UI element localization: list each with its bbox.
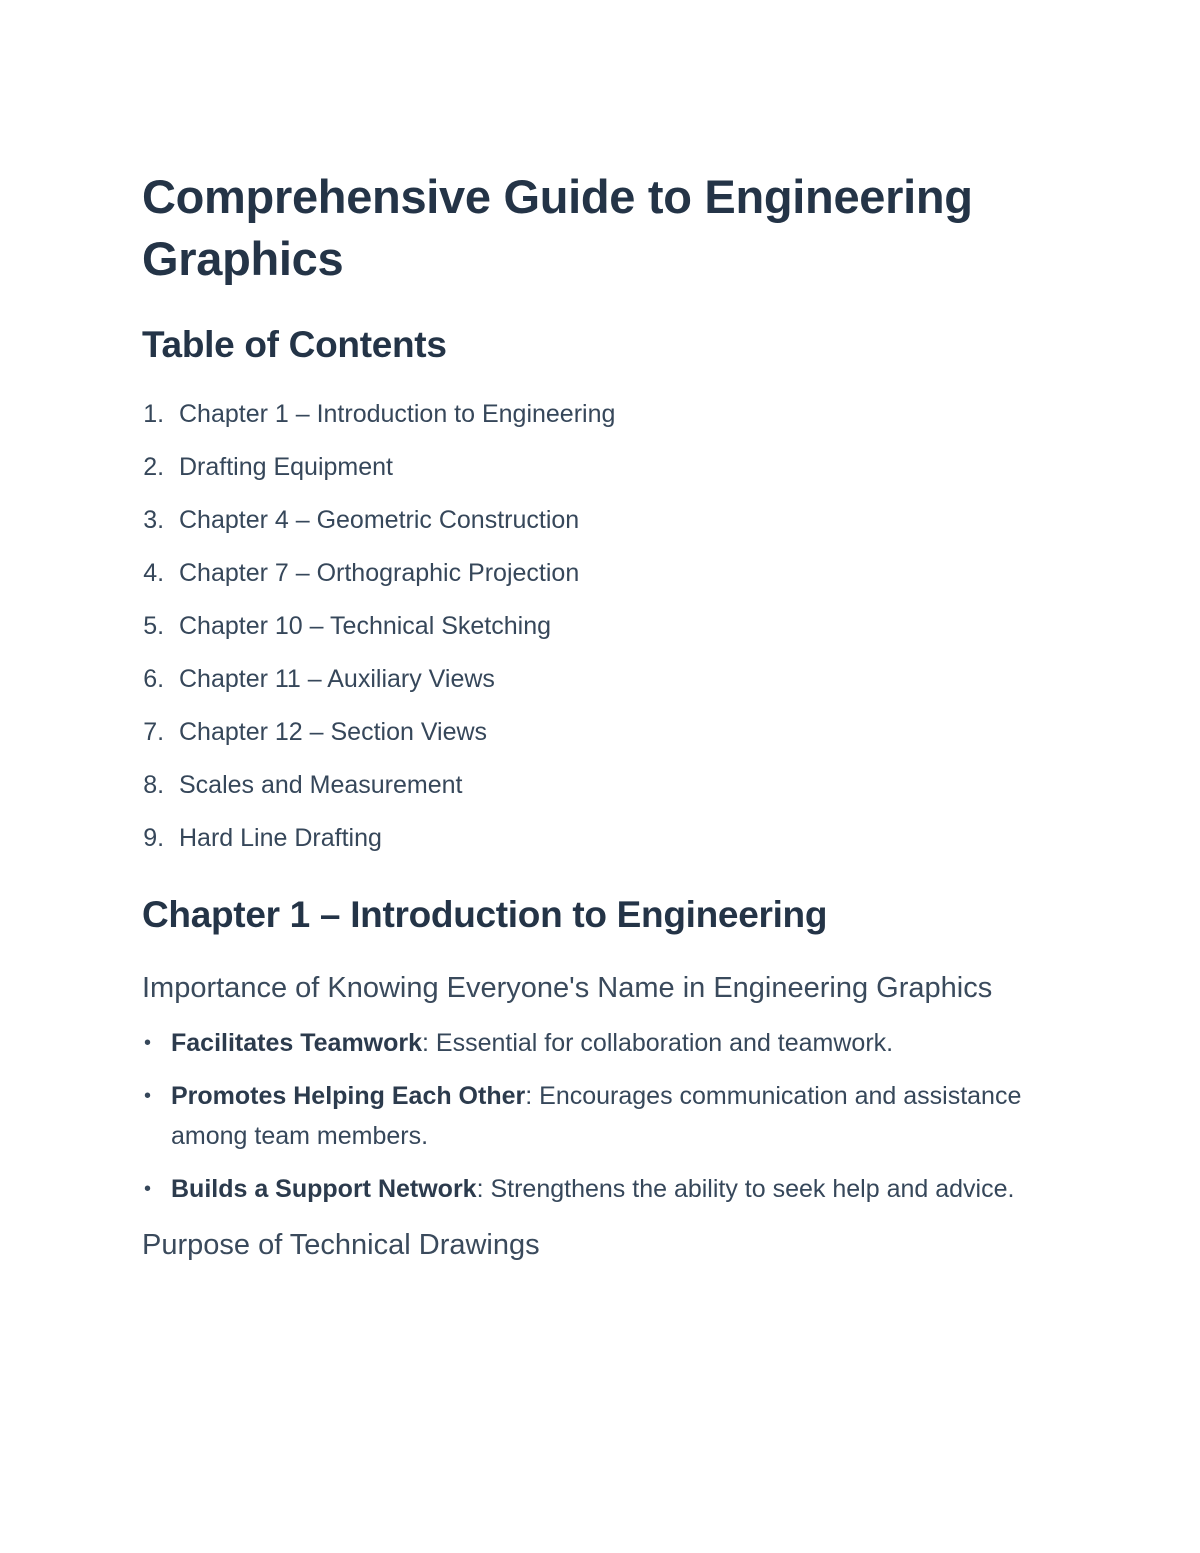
toc-item [142, 388, 1022, 441]
toc-heading: Table of Contents [142, 324, 447, 365]
toc-item-label: Chapter 10 – Technical Sketching [179, 612, 551, 640]
bullet-icon: • [144, 1178, 152, 1200]
list-item-text: : Encourages communication and assistance among team members. [171, 1082, 1022, 1150]
list-item-term: Promotes Helping Each Other [171, 1082, 526, 1110]
list-item-term: Facilitates Teamwork [171, 1029, 423, 1057]
toc-item-label: Chapter 7 – Orthographic Projection [179, 559, 580, 587]
toc-item-number: 1 . [142, 388, 171, 441]
toc-item-label: Drafting Equipment [179, 453, 394, 481]
toc-item-number: 8 . [142, 759, 171, 812]
toc-item [142, 494, 1022, 547]
toc-item-number: 2 . [142, 441, 171, 494]
list-item-term: Builds a Support Network [171, 1175, 477, 1203]
list-item [142, 1023, 1031, 1063]
toc-item-label: Chapter 11 – Auxiliary Views [179, 665, 495, 693]
toc-item-number: 4 . [142, 547, 171, 600]
list-item [142, 1076, 1031, 1156]
toc-item-label: Hard Line Drafting [179, 824, 382, 852]
document-page [142, 166, 1022, 1268]
list-item-text: : Essential for collaboration and teamwork. [422, 1029, 894, 1057]
toc-item-number: 6 . [142, 653, 171, 706]
document-title: Comprehensive Guide to Engineering Graphics [142, 170, 973, 285]
bullet-list [142, 1023, 1022, 1209]
toc-item-number: 3 . [142, 494, 171, 547]
toc-item-label: Chapter 12 – Section Views [179, 718, 488, 746]
list-item [142, 1169, 1031, 1209]
list-item-text: : Strengthens the ability to seek help and advice. [476, 1175, 1015, 1203]
bullet-icon: • [144, 1032, 152, 1054]
toc-item [142, 600, 1022, 653]
toc-item-label: Scales and Measurement [179, 771, 463, 799]
section-heading: Importance of Knowing Everyone's Name in Engineering Graphics [142, 972, 993, 1004]
toc-item [142, 441, 1022, 494]
toc-item [142, 653, 1022, 706]
section-heading: Purpose of Technical Drawings [142, 1229, 540, 1261]
toc-item [142, 547, 1022, 600]
toc-item-number: 9 . [142, 812, 171, 865]
toc-item [142, 706, 1022, 759]
toc-item-label: Chapter 4 – Geometric Construction [179, 506, 580, 534]
toc-item-label: Chapter 1 – Introduction to Engineering [179, 400, 616, 428]
toc-item [142, 759, 1022, 812]
bullet-icon: • [144, 1085, 152, 1107]
table-of-contents [142, 388, 1022, 865]
chapter-heading: Chapter 1 – Introduction to Engineering [142, 894, 828, 935]
toc-item [142, 812, 1022, 865]
toc-item-number: 7 . [142, 706, 171, 759]
toc-item-number: 5 . [142, 600, 171, 653]
